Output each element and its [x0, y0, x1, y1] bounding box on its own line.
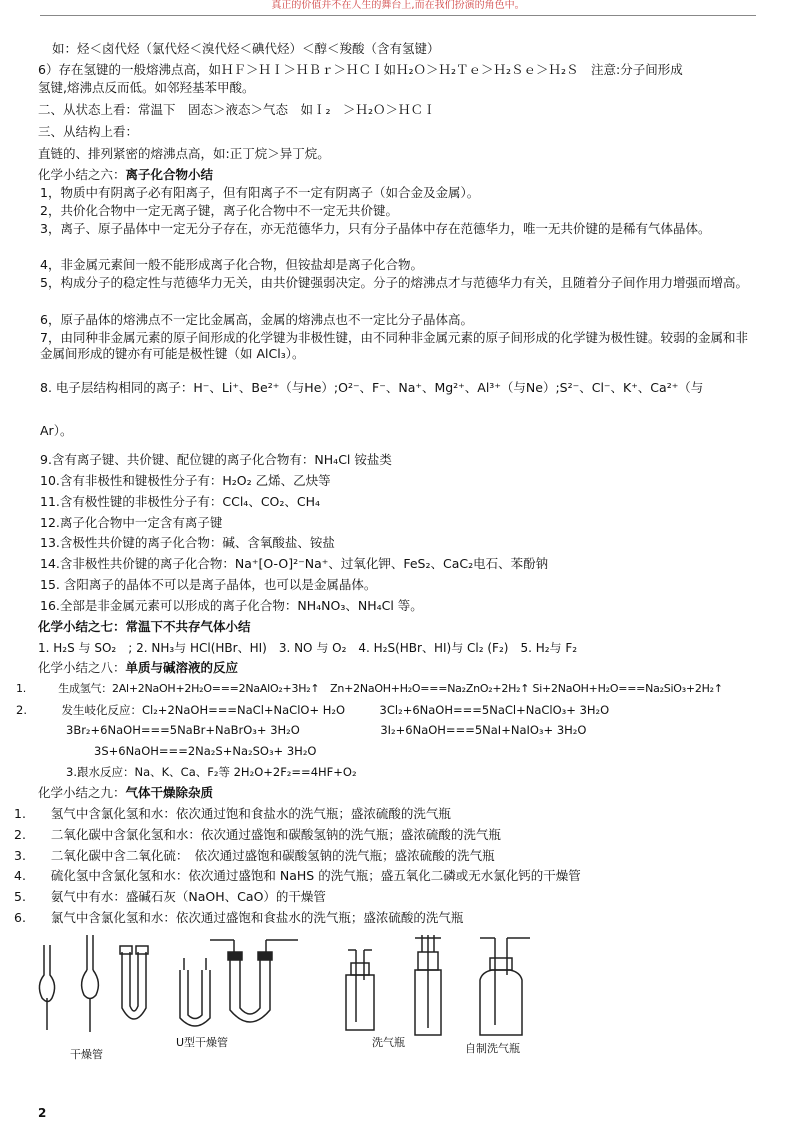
reaction-line: 3S+6NaOH===2Na₂S+Na₂SO₃+ 3H₂O	[94, 744, 317, 758]
diy-wash-bottle-icon	[480, 938, 530, 1035]
list-item: 1，物质中有阴离子必有阳离子，但有阳离子不一定有阴离子（如合金及金属）。	[40, 185, 480, 200]
caption-wash-bottle: 洗气瓶	[372, 1036, 405, 1049]
list-item: 11.含有极性键的非极性分子有：CCl₄、CO₂、CH₄	[40, 494, 321, 509]
text-line: 如：烃＜卤代烃（氯代烃＜溴代烃＜碘代烃）＜醇＜羧酸（含有氢键）	[52, 41, 440, 56]
list-item: 15. 含阳离子的晶体不可以是离子晶体，也可以是金属晶体。	[40, 577, 377, 592]
list-item: 2. 二氧化碳中含氯化氢和水：依次通过盛饱和碳酸氢钠的洗气瓶；盛浓硫酸的洗气瓶	[14, 827, 501, 842]
list-item: 7，由同种非金属元素的原子间形成的化学键为非极性键，由不同种非金属元素的原子间形成的化学键为极性键。较弱的金属和非金属间形成的键亦有可能是极性键（如 AlCl₃）。	[40, 330, 748, 361]
section-8-heading: 化学小结之八：单质与碱溶液的反应	[38, 660, 239, 675]
list-item: 6，原子晶体的熔沸点不一定比金属高，金属的熔沸点也不一定比分子晶体高。	[40, 312, 473, 327]
reaction-line: 3.跟水反应：Na、K、Ca、F₂等 2H₂O+2F₂==4HF+O₂	[66, 765, 357, 779]
section-6-heading: 化学小结之六：离子化合物小结	[38, 167, 214, 182]
wash-cylinder-icon	[415, 935, 441, 1035]
list-item: 12.离子化合物中一定含有离子键	[40, 515, 223, 530]
list-item: 5，构成分子的稳定性与范德华力无关，由共价键强弱决定。分子的熔沸点才与范德华力有关，且随着分子间作用力增强而增高。	[40, 275, 748, 290]
u-tube-icon	[120, 946, 148, 1019]
wash-bottle-icon	[346, 950, 374, 1030]
reaction-line: 2. 发生岐化反应：Cl₂+2NaOH===NaCl+NaClO+ H₂O 3Cl₂+6NaOH===5NaCl+NaClO₃+ 3H₂O	[16, 703, 610, 717]
apparatus-diagram	[30, 930, 540, 1040]
caption-dry-tube: 干燥管	[70, 1048, 103, 1061]
u-tube-icon	[210, 940, 298, 1022]
list-item: 4，非金属元素间一般不能形成离子化合物，但铵盐却是离子化合物。	[40, 257, 423, 272]
list-item-8-end: Ar）。	[40, 423, 73, 438]
list-item-8: 8. 电子层结构相同的离子：H⁻、Li⁺、Be²⁺（与He）;O²⁻、F⁻、Na⁺、Mg²⁺、Al³⁺（与Ne）;S²⁻、Cl⁻、K⁺、Ca²⁺（与	[40, 380, 704, 395]
drying-tube-icon	[82, 935, 99, 1032]
list-item: 14.含非极性共价键的离子化合物：Na⁺[O-O]²⁻Na⁺、过氧化钾、FeS₂、CaC₂电石、苯酚钠	[40, 556, 549, 571]
text-line: 三、从结构上看：	[38, 124, 139, 139]
section-9-heading: 化学小结之九：气体干燥除杂质	[38, 785, 214, 800]
list-item: 1. 氢气中含氯化氢和水：依次通过饱和食盐水的洗气瓶；盛浓硫酸的洗气瓶	[14, 806, 451, 821]
list-item: 2，共价化合物中一定无离子键，离子化合物中不一定无共价键。	[40, 203, 398, 218]
list-item: 3，离子、原子晶体中一定无分子存在，亦无范德华力，只有分子晶体中存在范德华力，唯一无共价键的是稀有气体晶体。	[40, 221, 711, 236]
drying-tube-icon	[39, 945, 54, 1030]
list-item: 13.含极性共价键的离子化合物：碱、含氧酸盐、铵盐	[40, 535, 335, 550]
reaction-line: 3Br₂+6NaOH===5NaBr+NaBrO₃+ 3H₂O 3I₂+6NaOH===5NaI+NaIO₃+ 3H₂O	[66, 723, 587, 737]
u-tube-icon	[180, 958, 210, 1026]
list-item: 10.含有非极性和键极性分子有：H₂O₂ 乙烯、乙炔等	[40, 473, 331, 488]
page-number: 2	[38, 1106, 47, 1120]
list-item: 16.全部是非金属元素可以形成的离子化合物：NH₄NO₃、NH₄Cl 等。	[40, 598, 423, 613]
section-7-text: 1. H₂S 与 SO₂ ; 2. NH₃与 HCl(HBr、HI) 3. NO 与 O₂ 4. H₂S(HBr、HI)与 Cl₂ (F₂) 5. H₂与 F₂	[38, 641, 578, 655]
caption-diy-bottle: 自制洗气瓶	[465, 1042, 520, 1055]
text-line: 直链的、排列紧密的熔沸点高，如:正丁烷＞异丁烷。	[38, 146, 330, 161]
caption-u-tube: U型干燥管	[176, 1036, 229, 1049]
reaction-line: 1. 生成氢气：2Al+2NaOH+2H₂O===2NaAlO₂+3H₂↑ Zn+2NaOH+H₂O===Na₂ZnO₂+2H₂↑ Si+2NaOH+H₂O===Na₂SiO₃+2H₂↑	[16, 682, 723, 695]
list-item: 4. 硫化氢中含氯化氢和水：依次通过盛饱和 NaHS 的洗气瓶；盛五氧化二磷或无水氯化钙的干燥管	[14, 868, 581, 883]
list-item: 3. 二氧化碳中含二氧化硫： 依次通过盛饱和碳酸氢钠的洗气瓶；盛浓硫酸的洗气瓶	[14, 848, 495, 863]
text-line: 二、从状态上看：常温下 固态＞液态＞气态 如Ｉ₂ ＞Ｈ₂Ｏ＞ＨＣＩ	[38, 102, 436, 117]
section-7-heading: 化学小结之七：常温下不共存气体小结	[38, 619, 251, 634]
list-item: 6. 氯气中含氯化氢和水：依次通过盛饱和食盐水的洗气瓶；盛浓硫酸的洗气瓶	[14, 910, 464, 925]
text-line: 氢键,熔沸点反而低。如邻羟基苯甲酸。	[38, 80, 255, 95]
list-item: 5. 氨气中有水：盛碱石灰（NaOH、CaO）的干燥管	[14, 889, 326, 904]
list-item: 9.含有离子键、共价键、配位键的离子化合物有：NH₄Cl 铵盐类	[40, 452, 392, 467]
text-line: 6）存在氢键的一般熔沸点高，如ＨＦ＞ＨＩ＞ＨＢｒ＞ＨＣＩ如Ｈ₂Ｏ＞Ｈ₂Ｔｅ＞Ｈ₂Ｓｅ＞Ｈ₂Ｓ 注意:分子间形成	[38, 62, 683, 77]
page-header: 真正的价值并不在人生的舞台上,而在我们扮演的角色中。	[40, 0, 756, 16]
